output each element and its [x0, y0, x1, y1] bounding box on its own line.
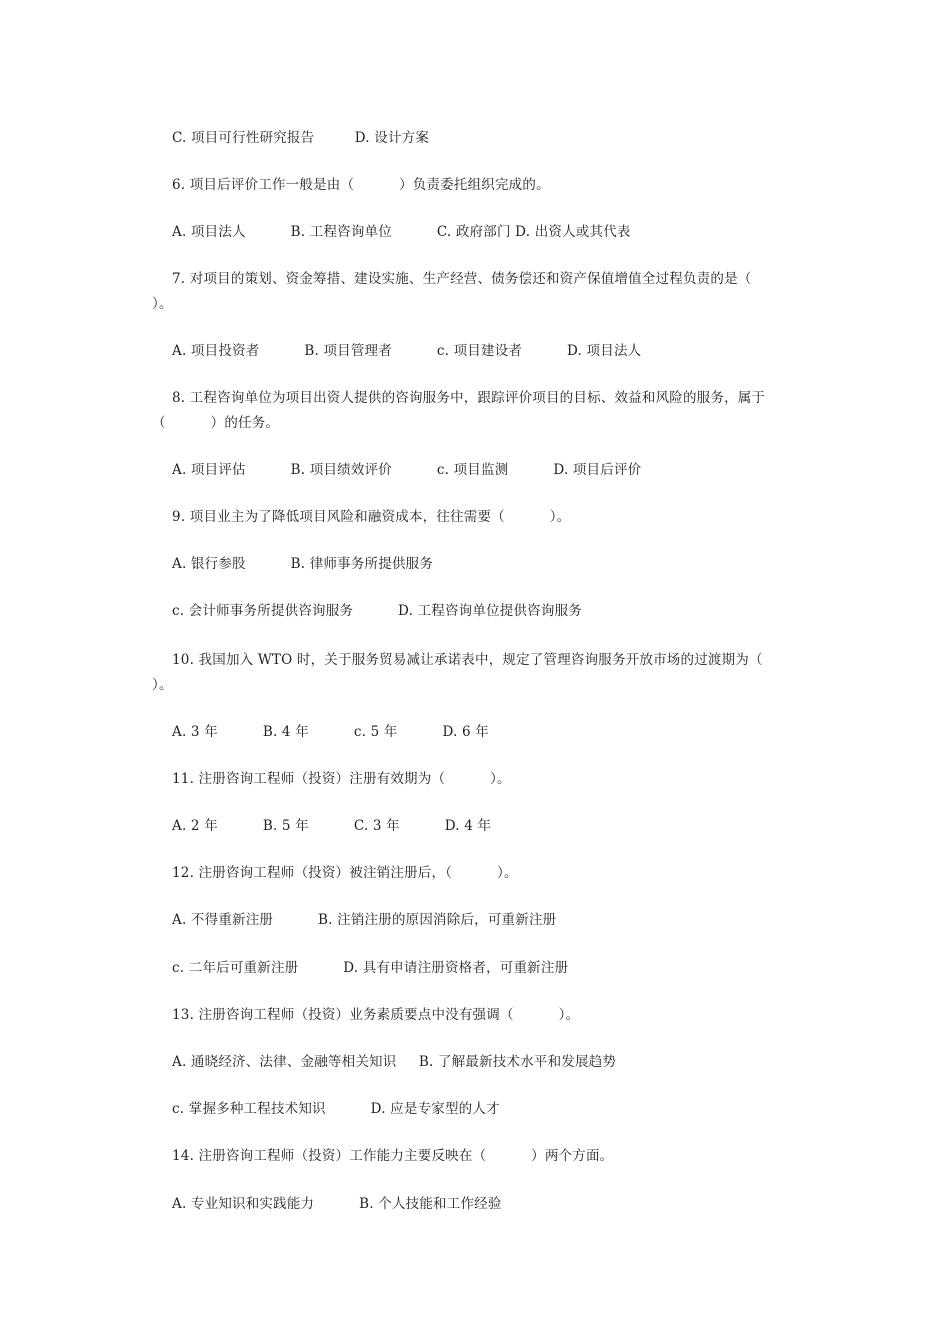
question-8-continued: （ ）的任务。	[152, 415, 280, 431]
options-q14-ab: A. 专业知识和实践能力 B. 个人技能和工作经验	[172, 1196, 502, 1212]
question-13: 13. 注册咨询工程师（投资）业务素质要点中没有强调（ ）。	[172, 1007, 580, 1023]
question-9: 9. 项目业主为了降低项目风险和融资成本，往往需要（ ）。	[172, 509, 571, 525]
options-q10: A. 3 年 B. 4 年 c. 5 年 D. 6 年	[172, 724, 489, 740]
options-q13-ab: A. 通晓经济、法律、金融等相关知识 B. 了解最新技术水平和发展趋势	[172, 1054, 617, 1070]
question-8: 8. 工程咨询单位为项目出资人提供的咨询服务中，跟踪评价项目的目标、效益和风险的服务，属于	[172, 390, 766, 406]
options-q6: A. 项目法人 B. 工程咨询单位 C. 政府部门 D. 出资人或其代表	[172, 224, 631, 240]
options-q12-cd: c. 二年后可重新注册 D. 具有申请注册资格者，可重新注册	[172, 960, 569, 976]
question-11: 11. 注册咨询工程师（投资）注册有效期为（ ）。	[172, 771, 511, 787]
options-q7: A. 项目投资者 B. 项目管理者 c. 项目建设者 D. 项目法人	[172, 343, 642, 359]
options-q13-cd: c. 掌握多种工程技术知识 D. 应是专家型的人才	[172, 1101, 500, 1117]
option-line-q5-cd: C. 项目可行性研究报告 D. 设计方案	[172, 130, 430, 146]
question-10-continued: ）。	[152, 677, 173, 693]
question-6: 6. 项目后评价工作一般是由（ ）负责委托组织完成的。	[172, 177, 550, 193]
options-q8: A. 项目评估 B. 项目绩效评价 c. 项目监测 D. 项目后评价	[172, 462, 642, 478]
question-7: 7. 对项目的策划、资金筹措、建设实施、生产经营、债务偿还和资产保值增值全过程负责的是（	[172, 271, 752, 287]
options-q9-cd: c. 会计师事务所提供咨询服务 D. 工程咨询单位提供咨询服务	[172, 603, 582, 619]
question-7-continued: ）。	[152, 296, 173, 312]
question-10: 10. 我国加入 WTO 时，关于服务贸易减让承诺表中，规定了管理咨询服务开放市场的过渡期为（	[172, 652, 763, 668]
options-q12-ab: A. 不得重新注册 B. 注销注册的原因消除后，可重新注册	[172, 912, 557, 928]
question-12: 12. 注册咨询工程师（投资）被注销注册后，（ ）。	[172, 865, 518, 881]
question-14: 14. 注册咨询工程师（投资）工作能力主要反映在（ ）两个方面。	[172, 1148, 614, 1164]
options-q9-ab: A. 银行参股 B. 律师事务所提供服务	[172, 556, 434, 572]
options-q11: A. 2 年 B. 5 年 C. 3 年 D. 4 年	[172, 818, 492, 834]
